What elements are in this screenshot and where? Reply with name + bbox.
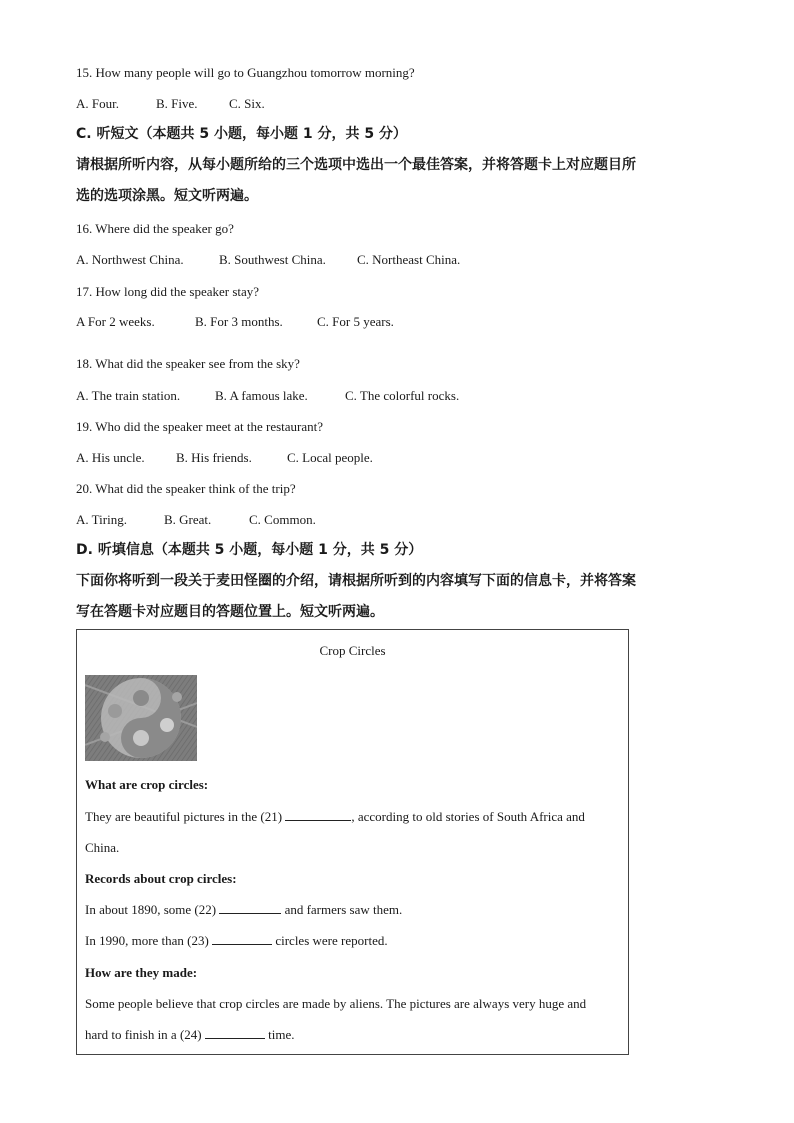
q15-options: [76, 95, 265, 113]
q19-text: 19. Who did the speaker meet at the restaurant?: [76, 419, 324, 434]
q17-option-b: B. For 3 months.: [195, 314, 283, 329]
blank-21-line: [85, 808, 585, 826]
q16-option-b: B. Southwest China.: [219, 252, 326, 267]
blank-24-line: [85, 1026, 294, 1044]
q18-text: 18. What did the speaker see from the sky?: [76, 356, 300, 371]
section-c-instruction-2: 选的选项涂黑。短文听两遍。: [76, 188, 258, 204]
blank-21: [285, 808, 351, 821]
q17-options: [76, 313, 394, 331]
q17-text: 17. How long did the speaker stay?: [76, 284, 260, 299]
q16-options: [76, 251, 460, 269]
q20-options: [76, 511, 316, 529]
q20-option-b: B. Great.: [164, 512, 212, 527]
section-d-instruction-1: 下面你将听到一段关于麦田怪圈的介绍，请根据所听到的内容填写下面的信息卡，并将答案: [76, 573, 636, 589]
p3-end: circles were reported.: [275, 933, 388, 948]
p1-continued: China.: [85, 840, 120, 855]
p1-end: , according to old stories of South Africa and: [351, 809, 585, 824]
q20-text: 20. What did the speaker think of the trip?: [76, 481, 296, 496]
q19-options: [76, 449, 373, 467]
blank-23: [212, 932, 272, 945]
section-d-instruction-2: 写在答题卡对应题目的答题位置上。短文听两遍。: [76, 604, 384, 620]
p1-start: They are beautiful pictures in the (21): [85, 809, 283, 824]
q15-option-a: A. Four.: [76, 96, 119, 111]
q16-option-c: C. Northeast China.: [357, 252, 461, 267]
blank-24: [205, 1026, 265, 1039]
p3-start: In 1990, more than (23): [85, 933, 209, 948]
blank-22: [219, 901, 281, 914]
q16-option-a: A. Northwest China.: [76, 252, 184, 267]
q15-option-c: C. Six.: [229, 96, 265, 111]
p2-end: and farmers saw them.: [284, 902, 403, 917]
crop-circle-photo: [85, 675, 197, 761]
q18-option-b: B. A famous lake.: [215, 388, 308, 403]
heading-how-made: How are they made:: [85, 965, 198, 980]
q19-option-b: B. His friends.: [176, 450, 252, 465]
heading-what-are: What are crop circles:: [85, 777, 209, 792]
section-d-title: D. 听填信息（本题共 5 小题，每小题 1 分，共 5 分）: [76, 542, 423, 558]
q15-option-b: B. Five.: [156, 96, 198, 111]
p2-start: In about 1890, some (22): [85, 902, 217, 917]
p5-start: hard to finish in a (24): [85, 1027, 202, 1042]
p4-text: Some people believe that crop circles are made by aliens. The pictures are always very huge and: [85, 996, 587, 1011]
p5-end: time.: [268, 1027, 295, 1042]
q18-option-a: A. The train station.: [76, 388, 181, 403]
blank-23-line: [85, 932, 388, 950]
q15-text: 15. How many people will go to Guangzhou tomorrow morning?: [76, 65, 415, 80]
q20-option-c: C. Common.: [249, 512, 316, 527]
q18-options: [76, 387, 459, 405]
heading-records: Records about crop circles:: [85, 871, 237, 886]
q17-option-a: A For 2 weeks.: [76, 314, 155, 329]
q19-option-a: A. His uncle.: [76, 450, 145, 465]
section-c-instruction-1: 请根据所听内容，从每小题所给的三个选项中选出一个最佳答案，并将答题卡上对应题目所: [76, 157, 636, 173]
info-card: [76, 629, 629, 1055]
q19-option-c: C. Local people.: [287, 450, 373, 465]
q16-text: 16. Where did the speaker go?: [76, 221, 234, 236]
section-c-title: C. 听短文（本题共 5 小题，每小题 1 分，共 5 分）: [76, 126, 407, 142]
card-title: Crop Circles: [319, 643, 386, 658]
q18-option-c: C. The colorful rocks.: [345, 388, 460, 403]
blank-22-line: [85, 901, 402, 919]
q17-option-c: C. For 5 years.: [317, 314, 394, 329]
q20-option-a: A. Tiring.: [76, 512, 127, 527]
